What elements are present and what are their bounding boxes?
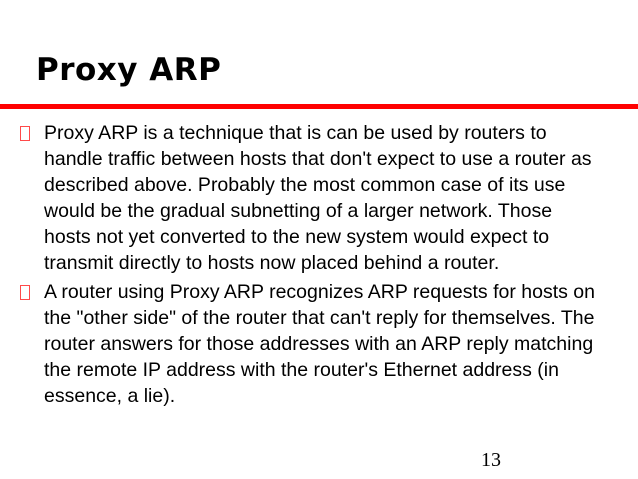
bullet-text: A router using Proxy ARP recognizes ARP requests for hosts on the "other side" of the router that can't reply for themselves. The router answers for those addresses with an ARP reply matching the remote IP address with the router's Ethernet address (in essence, a lie). <box>44 281 595 407</box>
hollow-square-bullet-icon <box>20 285 30 300</box>
bullet-list <box>20 120 610 412</box>
hollow-square-bullet-icon <box>20 126 30 141</box>
page-number: 13 <box>481 449 501 471</box>
slide-title: Proxy ARP <box>36 52 222 88</box>
bullet-text: Proxy ARP is a technique that is can be used by routers to handle traffic between hosts that don't expect to use a router as described above. Probably the most common case of its use would be the gradual subnetting of a larger network. Those hosts not yet converted to the new system would expect to transmit directly to hosts now placed behind a router. <box>44 122 592 274</box>
bullet-item <box>20 279 610 409</box>
title-divider <box>0 104 638 109</box>
bullet-item <box>20 120 610 276</box>
